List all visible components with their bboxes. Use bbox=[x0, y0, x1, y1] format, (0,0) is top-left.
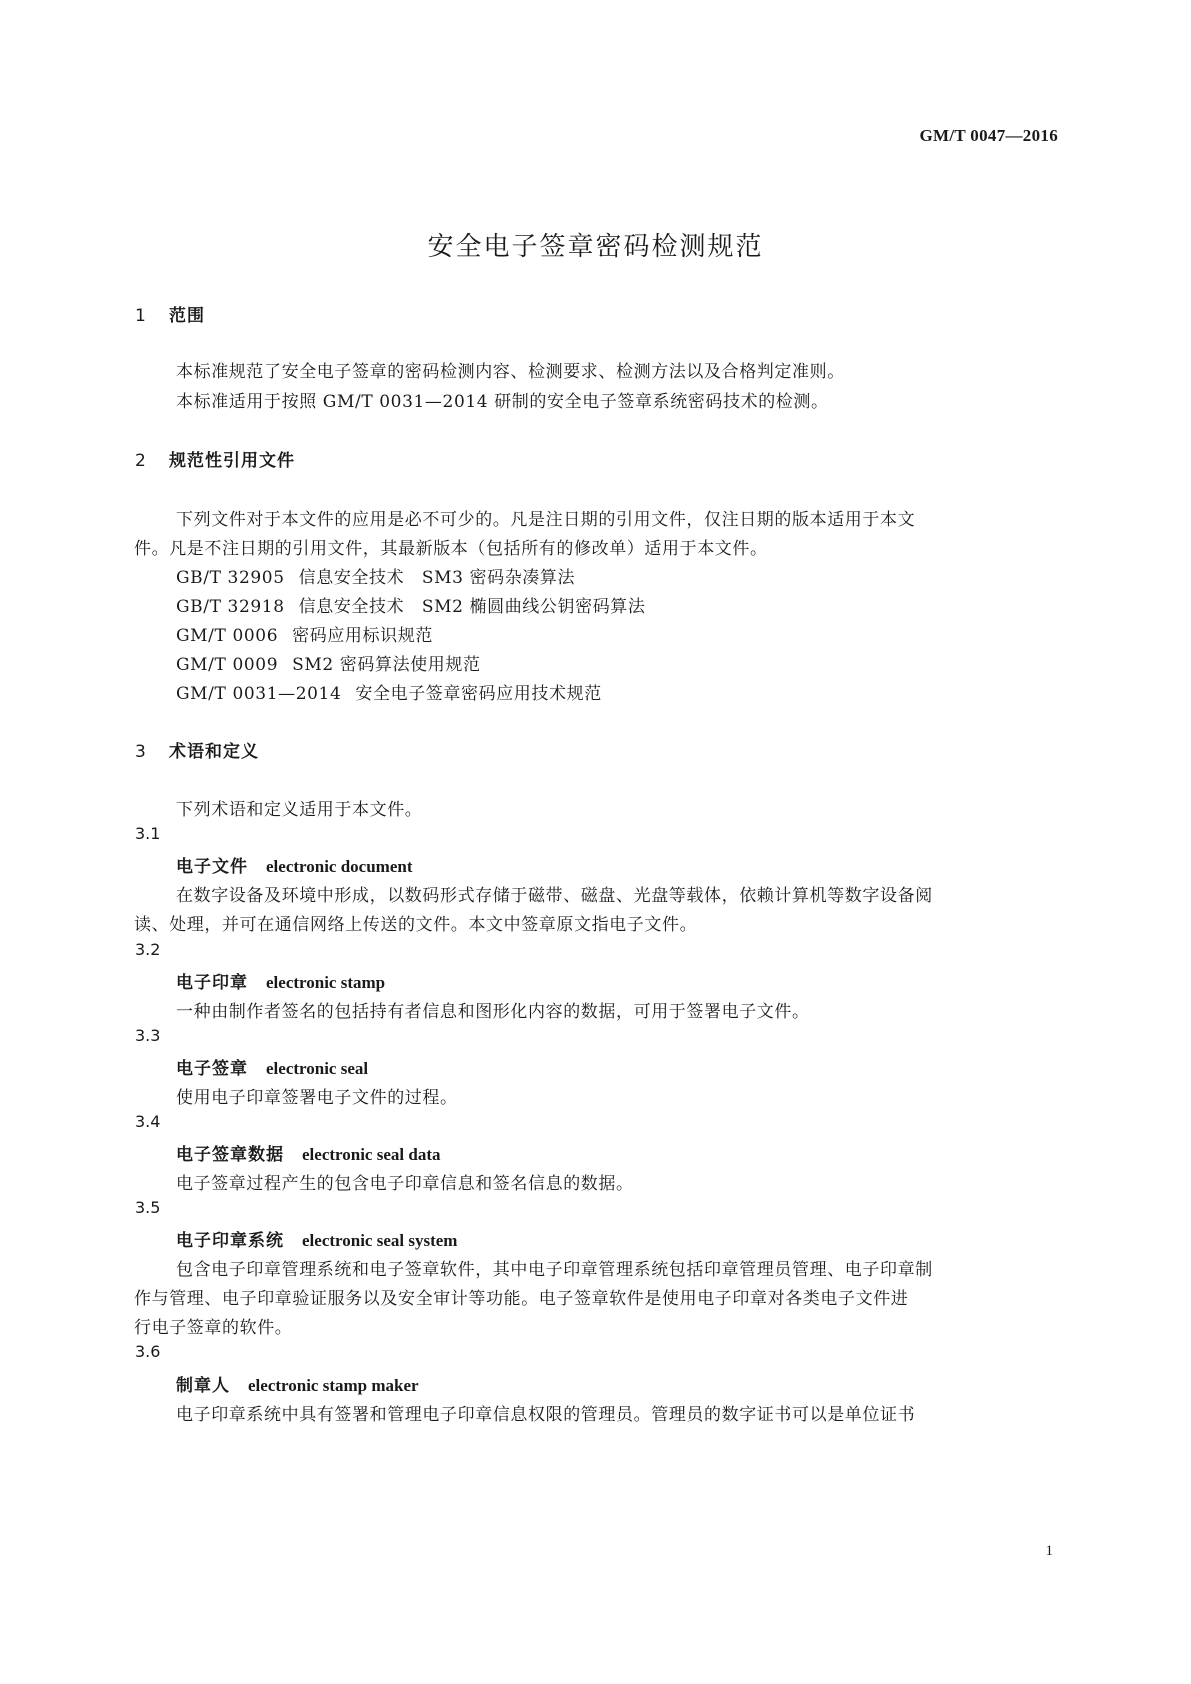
term-en: electronic seal system bbox=[302, 1231, 458, 1250]
definition-line: 电子签章过程产生的包含电子印章信息和签名信息的数据。 bbox=[176, 1174, 634, 1194]
reference-item bbox=[176, 563, 575, 588]
term-zh: 电子文件 bbox=[176, 857, 248, 877]
term-number: 3.3 bbox=[135, 1026, 161, 1045]
reference-title: 信息安全技术 SM2 椭圆曲线公钥密码算法 bbox=[298, 597, 646, 617]
reference-code: GM/T 0031—2014 bbox=[176, 684, 342, 704]
term-en: electronic stamp maker bbox=[248, 1376, 419, 1395]
term-heading bbox=[176, 1140, 440, 1165]
reference-title: 密码应用标识规范 bbox=[292, 626, 433, 646]
term-zh: 电子印章系统 bbox=[176, 1231, 284, 1251]
section-1-heading bbox=[135, 301, 205, 326]
definition-line: 一种由制作者签名的包括持有者信息和图形化内容的数据，可用于签署电子文件。 bbox=[176, 1002, 810, 1022]
section-2-heading bbox=[135, 446, 295, 471]
definition-line: 包含电子印章管理系统和电子签章软件，其中电子印章管理系统包括印章管理员管理、电子印章制 bbox=[176, 1260, 933, 1280]
definition-line: 行电子签章的软件。 bbox=[134, 1318, 293, 1338]
paragraph-line: 件。凡是不注日期的引用文件，其最新版本（包括所有的修改单）适用于本文件。 bbox=[134, 539, 768, 559]
section-3-heading bbox=[135, 737, 259, 762]
term-number: 3.2 bbox=[135, 940, 161, 959]
standard-code: GM/T 0047—2016 bbox=[919, 126, 1058, 145]
term-zh: 制章人 bbox=[176, 1376, 230, 1396]
reference-item bbox=[176, 592, 646, 617]
term-heading bbox=[176, 852, 413, 877]
reference-code: GM/T 0006 bbox=[176, 626, 279, 646]
term-heading bbox=[176, 968, 385, 993]
reference-item bbox=[176, 650, 481, 675]
reference-item bbox=[176, 679, 602, 704]
section-title: 术语和定义 bbox=[169, 742, 259, 762]
section-title: 规范性引用文件 bbox=[169, 451, 295, 471]
reference-title: SM2 密码算法使用规范 bbox=[292, 655, 481, 675]
paragraph: 本标准适用于按照 GM/T 0031—2014 研制的安全电子签章系统密码技术的检测。 bbox=[176, 392, 829, 412]
term-number: 3.1 bbox=[135, 824, 161, 843]
reference-title: 信息安全技术 SM3 密码杂凑算法 bbox=[298, 568, 576, 588]
reference-code: GB/T 32918 bbox=[176, 597, 285, 617]
paragraph: 本标准规范了安全电子签章的密码检测内容、检测要求、检测方法以及合格判定准则。 bbox=[176, 362, 845, 382]
definition-line: 作与管理、电子印章验证服务以及安全审计等功能。电子签章软件是使用电子印章对各类电子文件进 bbox=[134, 1289, 909, 1309]
definition-line: 在数字设备及环境中形成，以数码形式存储于磁带、磁盘、光盘等载体，依赖计算机等数字设备阅 bbox=[176, 886, 933, 906]
term-number: 3.6 bbox=[135, 1342, 161, 1361]
section-title: 范围 bbox=[169, 306, 205, 326]
definition-line: 读、处理，并可在通信网络上传送的文件。本文中签章原文指电子文件。 bbox=[134, 915, 698, 935]
paragraph: 下列术语和定义适用于本文件。 bbox=[176, 800, 423, 820]
term-number: 3.4 bbox=[135, 1112, 161, 1131]
term-zh: 电子签章 bbox=[176, 1059, 248, 1079]
term-zh: 电子签章数据 bbox=[176, 1145, 284, 1165]
term-heading bbox=[176, 1371, 419, 1396]
term-heading bbox=[176, 1226, 457, 1251]
section-number: 2 bbox=[135, 451, 146, 471]
term-en: electronic seal data bbox=[302, 1145, 441, 1164]
term-en: electronic stamp bbox=[266, 973, 386, 992]
reference-code: GM/T 0009 bbox=[176, 655, 279, 675]
term-en: electronic seal bbox=[266, 1059, 369, 1078]
definition-line: 使用电子印章签署电子文件的过程。 bbox=[176, 1088, 458, 1108]
section-number: 1 bbox=[135, 306, 146, 326]
term-en: electronic document bbox=[266, 857, 413, 876]
term-heading bbox=[176, 1054, 368, 1079]
document-title: 安全电子签章密码检测规范 bbox=[427, 232, 764, 262]
term-number: 3.5 bbox=[135, 1198, 161, 1217]
definition-line: 电子印章系统中具有签署和管理电子印章信息权限的管理员。管理员的数字证书可以是单位证书 bbox=[176, 1405, 916, 1425]
page-number: 1 bbox=[1045, 1543, 1053, 1559]
term-zh: 电子印章 bbox=[176, 973, 248, 993]
reference-item bbox=[176, 621, 433, 646]
reference-code: GB/T 32905 bbox=[176, 568, 285, 588]
reference-title: 安全电子签章密码应用技术规范 bbox=[355, 684, 602, 704]
paragraph-line: 下列文件对于本文件的应用是必不可少的。凡是注日期的引用文件，仅注日期的版本适用于本文 bbox=[176, 510, 916, 530]
section-number: 3 bbox=[135, 742, 146, 762]
